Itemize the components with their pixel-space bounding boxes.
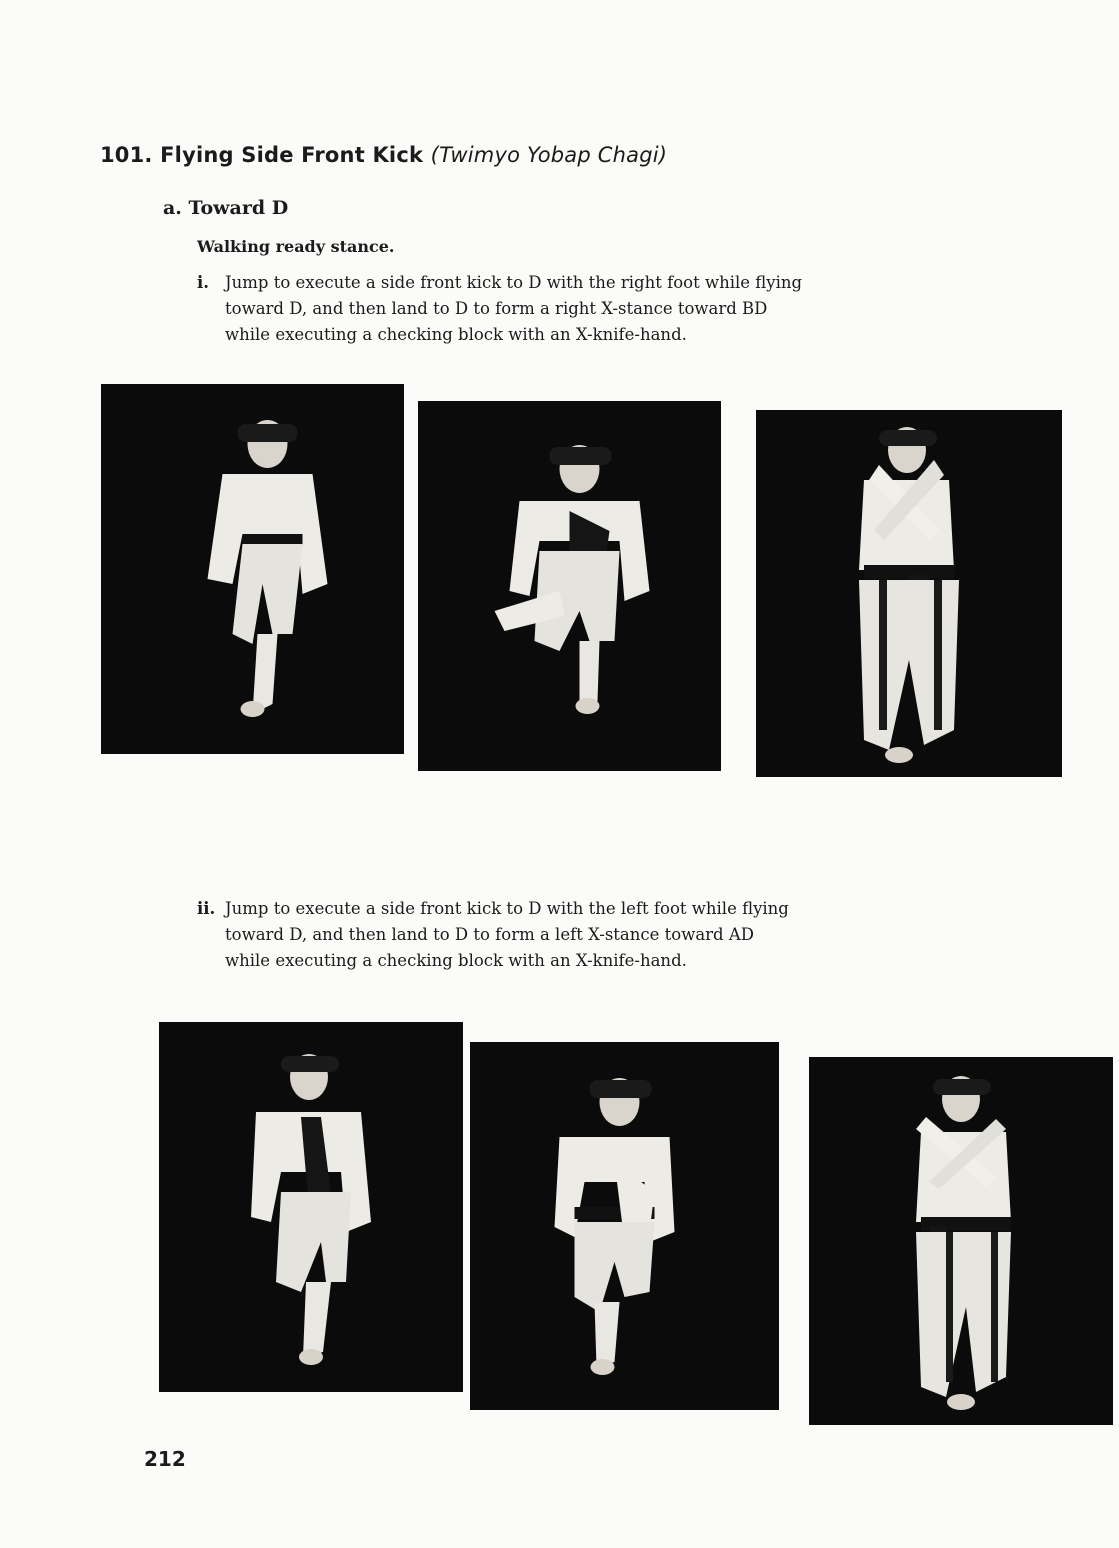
- subsection-title: a. Toward D: [163, 197, 289, 219]
- step-line: Jump to execute a side front kick to D with the left foot while flying: [225, 899, 789, 918]
- section-heading: [100, 143, 667, 167]
- heading-title: Flying Side Front Kick: [160, 143, 424, 167]
- photo-step-i-kick: [418, 401, 721, 771]
- step-marker: ii.: [197, 899, 216, 918]
- step-line: toward D, and then land to D to form a right X-stance toward BD: [225, 299, 768, 318]
- photo-step-ii-kick: [470, 1042, 779, 1410]
- step-ii: [197, 896, 932, 974]
- step-line: while executing a checking block with an X-knife-hand.: [225, 951, 687, 970]
- step-i: [197, 270, 932, 348]
- photo-step-i-jump: [101, 384, 404, 754]
- page-number: 212: [144, 1447, 186, 1471]
- step-line: toward D, and then land to D to form a left X-stance toward AD: [225, 925, 754, 944]
- photo-step-i-land: [756, 410, 1062, 777]
- step-marker: i.: [197, 273, 210, 292]
- photo-step-ii-jump: [159, 1022, 463, 1392]
- step-line: Jump to execute a side front kick to D with the right foot while flying: [225, 273, 803, 292]
- photo-step-ii-land: [809, 1057, 1113, 1425]
- heading-number: 101.: [100, 143, 153, 167]
- martial-artist-photo-icon: [101, 384, 404, 754]
- ready-stance-label: Walking ready stance.: [197, 237, 395, 256]
- step-line: while executing a checking block with an X-knife-hand.: [225, 325, 687, 344]
- heading-subtitle: (Twimyo Yobap Chagi): [430, 143, 668, 167]
